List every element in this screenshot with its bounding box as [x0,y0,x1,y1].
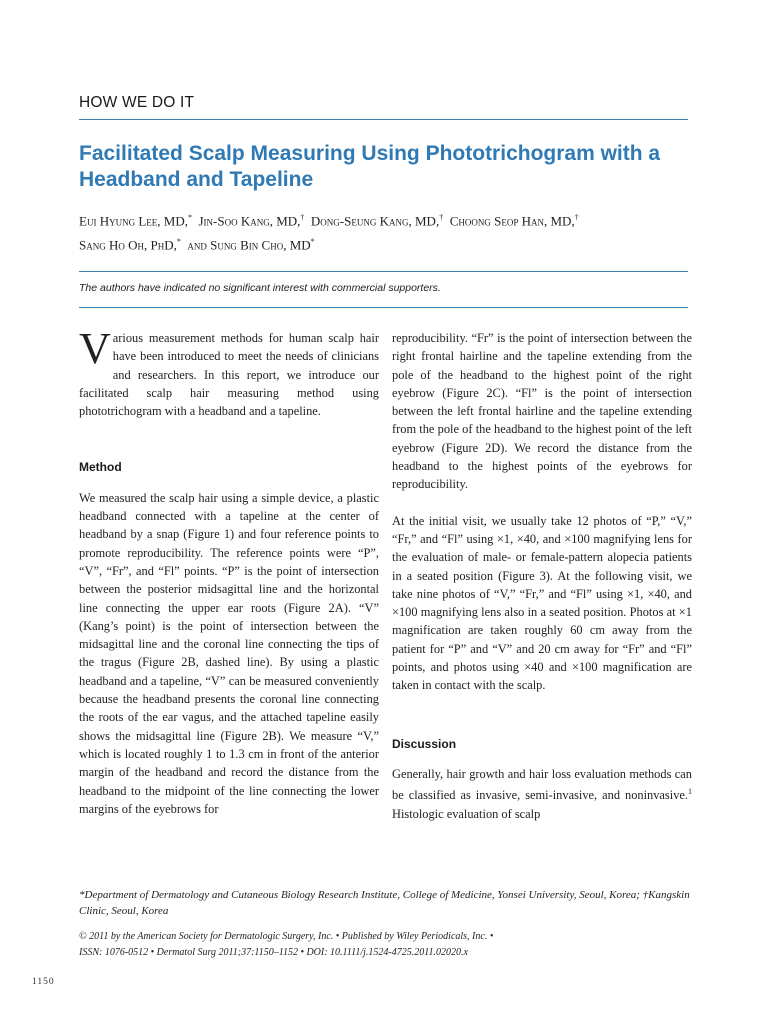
right-column [392,329,692,823]
method-heading: Method [79,460,122,475]
author-affiliation-mark: * [176,237,181,247]
disclosure-statement: The authors have indicated no significant interest with commercial supporters. [79,282,441,294]
citation-reference: 1 [688,787,692,797]
discussion-text-tail: Histologic evaluation of scalp [392,806,541,821]
author-name: Dong-Seung Kang, MD, [310,213,440,229]
author-name: Sang Ho Oh, PhD, [79,237,177,253]
drop-cap: V [79,324,111,373]
disclosure-rule-bottom [79,307,688,308]
author-name: and Sung Bin Cho, MD [187,237,311,253]
intro-paragraph [79,324,379,420]
disclosure-rule-top [79,271,688,272]
reference-points-paragraph: reproducibility. “Fr” is the point of intersection between the right frontal hairline and the tapeline extending from the pole of the headband to the highest point of the right eyebrow (Figure 2C). “Fl” is the point of intersection between the left frontal hairline and the tapeline extending from the pole of the headband to the highest point of the left eyebrow (Figure 2D). We record the distance from the headband to the highest points of the eyebrows for reproducibility. [392,331,692,492]
discussion-heading: Discussion [392,736,457,751]
affiliation-yonsei: *Department of Dermatology and Cutaneous Biology Research Institute, College of Medicine, Yonsei University, Seoul, Korea; [79,889,643,901]
author-name: Eui Hyung Lee, MD, [79,213,188,229]
intro-text: arious measurement methods for human scalp hair have been introduced to meet the needs of clinicians and researchers. In this report, we introduce our facilitated scalp hair measuring method using phototrichogram with a headband and a tapeline. [79,331,379,419]
method-paragraph: We measured the scalp hair using a simple device, a plastic headband connected with a tapeline at the center of headband by a snap (Figure 1) and four reference points to promote reproducibility. The reference points were “P”, “V”, “Fr”, and “Fl” points. “P” is the point of intersection between the posterior midsagittal line and the horizontal line connecting the upper ear roots (Figure 2A). “V” (Kang’s point) is the point of intersection between the midsagittal line and the coronal line connecting the tips of the tragus (Figure 2B, dashed line). By using a plastic headband and a tapeline, “V” can be measured conveniently because the headband presents the coronal line connecting the roots of the ear vagus, and the attached tapeline easily shows the midsagittal line (Figure 2B). We measure “V,” which is located roughly 1 to 1.3 cm in front of the anterior margin of the headband and record the distance from the headband to the midpoint of the line connecting the lower margins of the eyebrows for [79,490,379,816]
title-line-2: Headband and Tapeline [79,168,314,191]
discussion-paragraph [392,765,692,823]
section-label: HOW WE DO IT [79,94,195,111]
copyright-block [79,929,694,961]
header-rule [79,119,688,120]
left-column [79,324,379,818]
author-affiliation-mark: * [310,237,315,247]
affiliation-kangskin: †Kangskin Clinic, Seoul, Korea [79,889,690,917]
author-name: Choong Seop Han, MD, [449,213,575,229]
title-line-1: Facilitated Scalp Measuring Using Phototrichogram with a [79,142,661,165]
copyright-line: © 2011 by the American Society for Dermatologic Surgery, Inc. • Published by Wiley Periodicals, Inc. • [79,931,494,942]
author-affiliation-mark: * [187,213,192,222]
page-number: 1150 [32,977,55,987]
author-list [79,207,699,256]
author-affiliation-mark: † [574,213,579,222]
photo-protocol-paragraph: At the initial visit, we usually take 12 photos of “P,” “V,” “Fr,” and “Fl” using ×1, ×40, and ×100 magnifying lens for the evaluation of male- or female-pattern alopecia patients in a seated position (Figure 3). At the following visit, we take nine photos of “V,” “Fr,” and “Fl” using ×1, ×40, and ×100 magnifying lens also in a seated position. Photos at ×1 magnification are taken roughly 60 cm away from the patient for “P” and “V” and 20 cm away for “Fr” and “Fl” points, and photos using ×40 and ×100 magnification are taken in contact with the scalp. [392,513,692,693]
article-title [79,141,699,193]
issn-doi-line: ISSN: 1076-0512 • Dermatol Surg 2011;37:1150–1152 • DOI: 10.1111/j.1524-4725.2011.02020.x [79,947,468,958]
author-name: Jin-Soo Kang, MD, [198,213,301,229]
discussion-text: Generally, hair growth and hair loss evaluation methods can be classified as invasive, semi-invasive, and noninvasive. [392,766,692,803]
author-affiliation-mark: † [439,213,444,222]
author-affiliation-mark: † [300,213,305,222]
affiliation-footnote [79,887,694,919]
